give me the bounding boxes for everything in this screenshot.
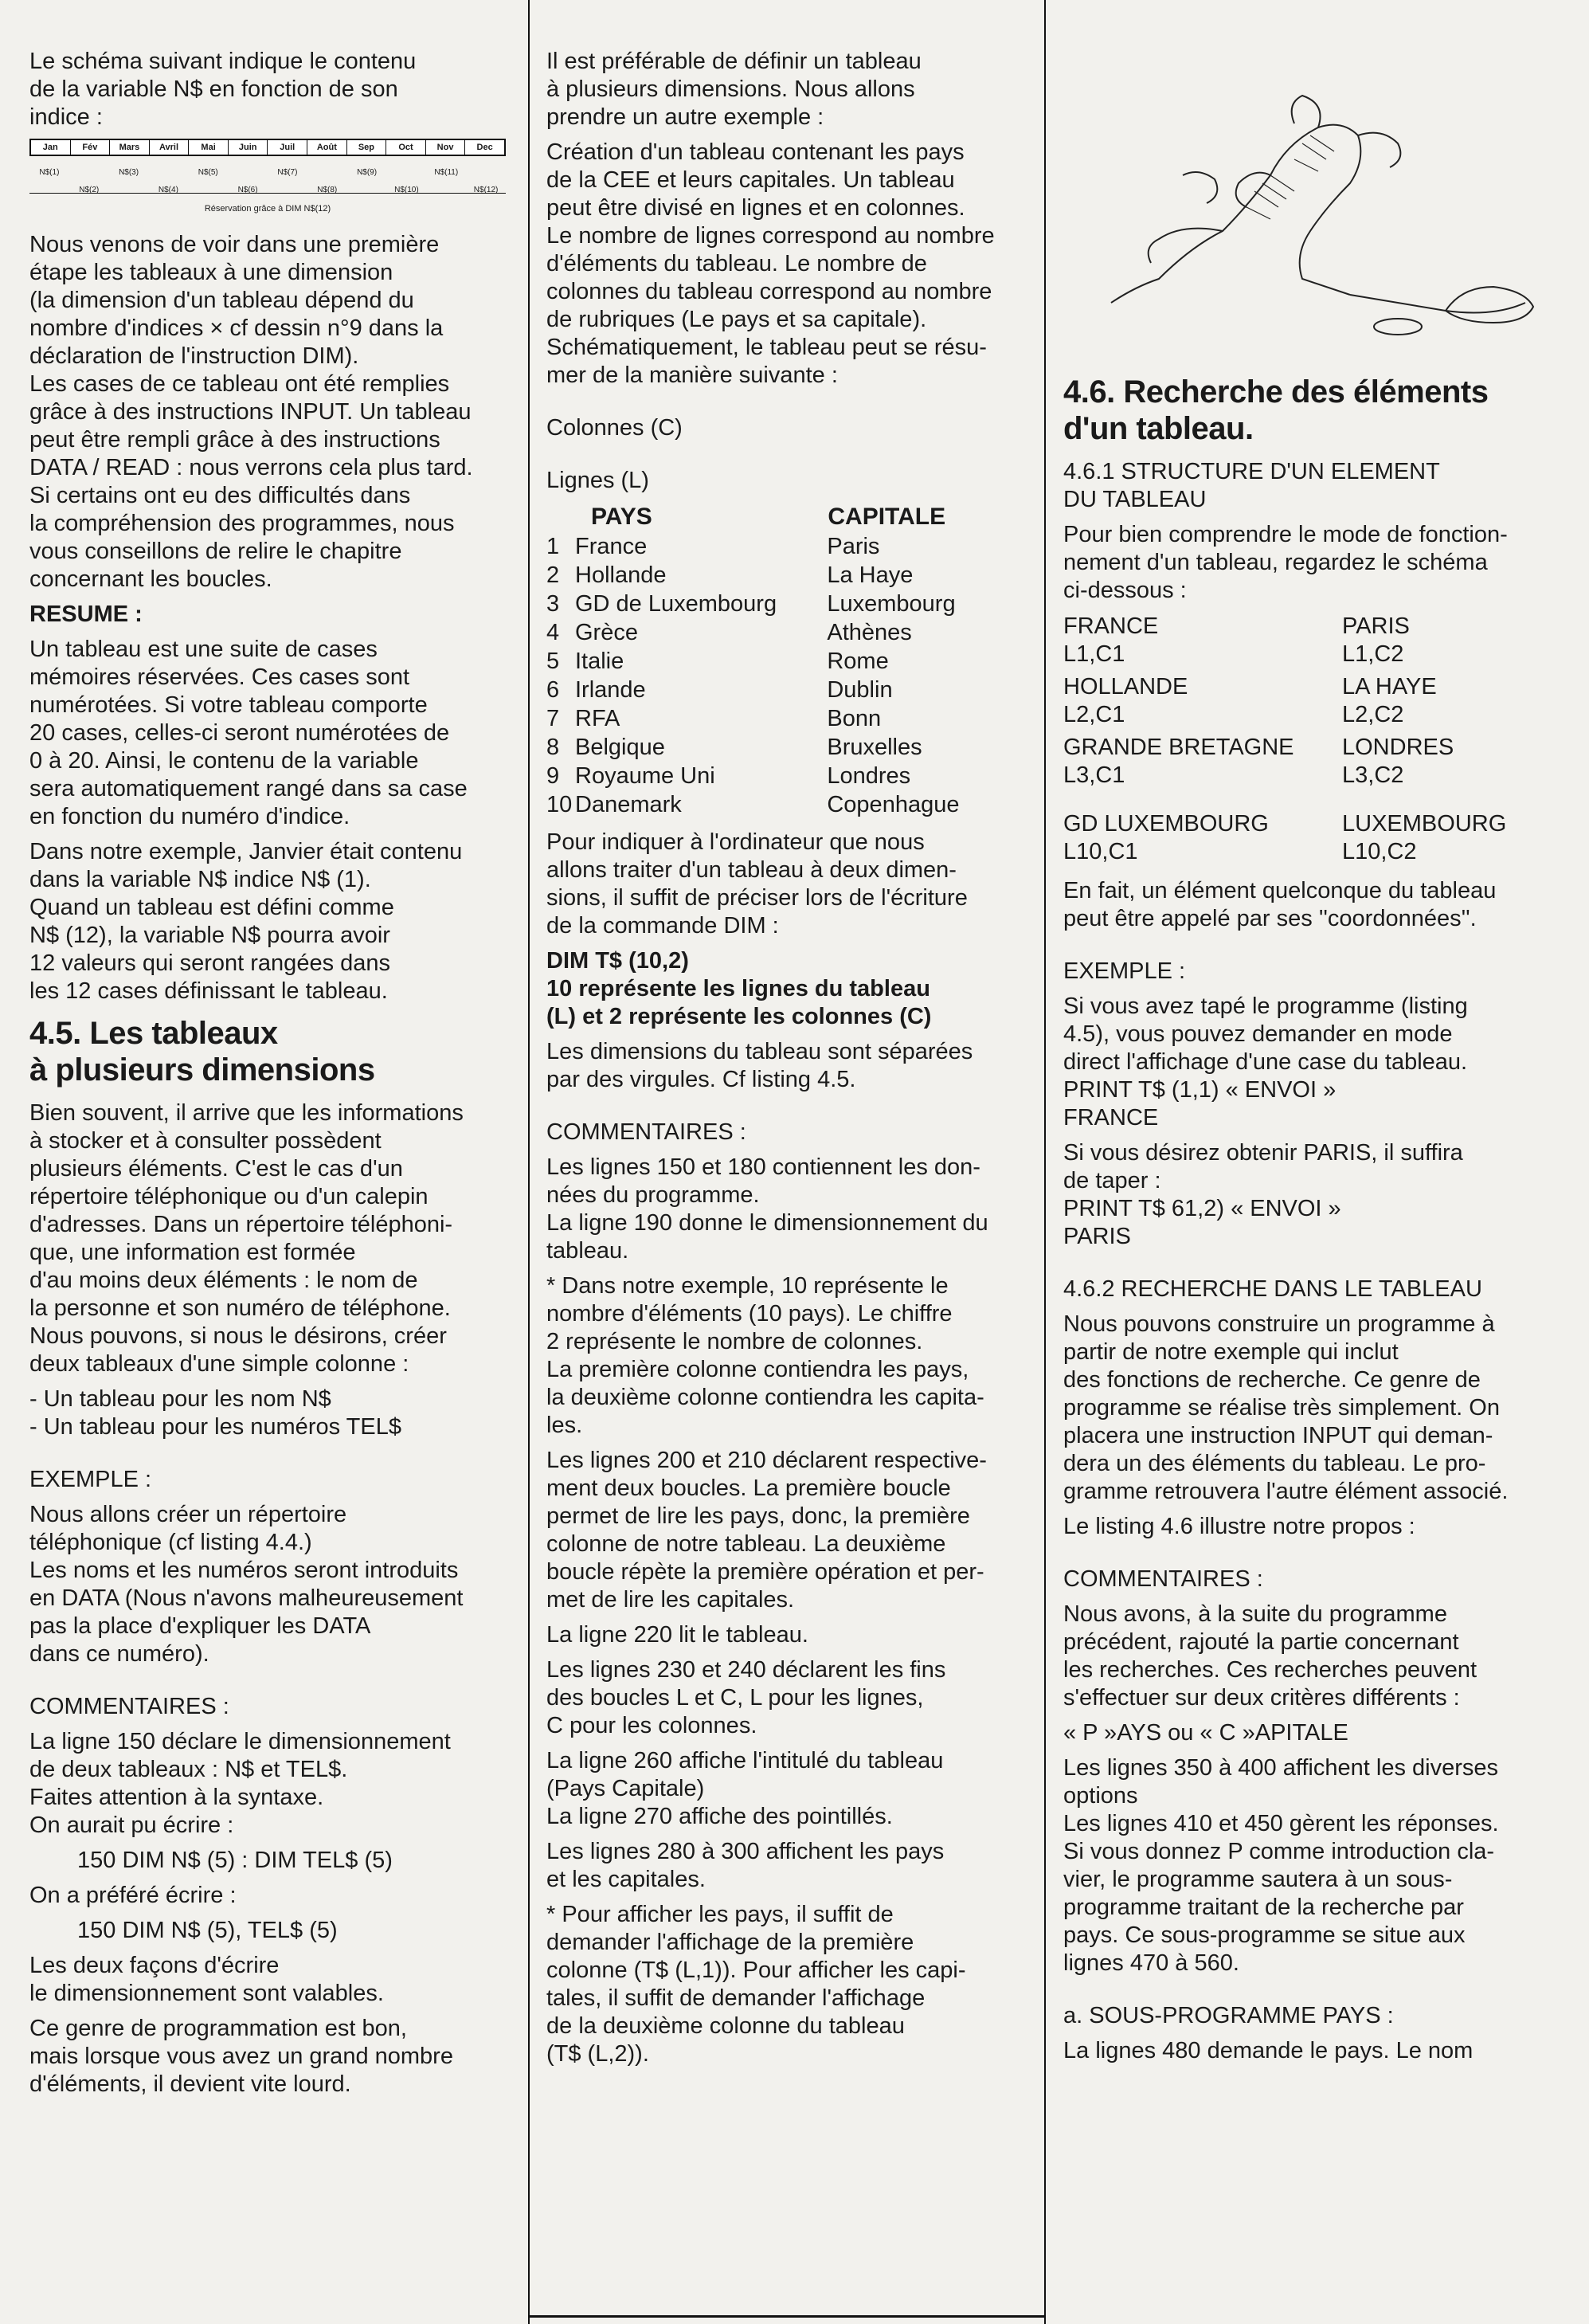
country-cell: France [575,534,648,559]
element-country: GRANDE BRETAGNE L3,C1 [1063,735,1294,788]
exemple-label: EXEMPLE : [1063,958,1186,984]
row-number: 3 [546,591,560,617]
table-row [546,647,992,676]
code-line: 150 DIM N$ (5) : DIM TEL$ (5) [77,1848,393,1873]
row-number: 6 [546,677,560,703]
month-cell: Nov [426,140,466,155]
column-1 [29,48,507,2106]
lignes-label: Lignes (L) [546,468,649,493]
month-cell: Avril [150,140,190,155]
country-cell: Belgique [575,735,665,760]
reservation-caption: Réservation grâce à DIM N$(12) [29,193,506,223]
row-number: 1 [546,534,560,559]
paragraph: Les lignes 350 à 400 affichent les diverses options Les lignes 410 et 450 gèrent les réponses. Si vous donnez P comme introduction cla- vier, le programme sautera à un sous- programme traitant de la recherche par pays. Ce sous-programme se situe aux lignes 470 à 560. [1063,1755,1499,1976]
paragraph: * Pour afficher les pays, il suffit de demander l'affichage de la première colonne (T$ (L,1)). Pour afficher les capi- tales, il suffit de demander l'affichage de la deuxième colonne du tableau (T$ (L,2)). [546,1902,966,2067]
bullet-list: - Un tableau pour les nom N$ - Un tableau pour les numéros TEL$ [29,1386,401,1440]
even-index-row [29,174,506,194]
section-heading-4-6: 4.6. Recherche des éléments d'un tableau. [1063,374,1489,446]
month-row [29,139,506,156]
commentaires-label: COMMENTAIRES : [546,1119,746,1145]
row-number: 10 [546,792,573,817]
table-row [546,676,992,704]
column-divider-right [1044,0,1046,2324]
country-cell: Grèce [575,620,638,645]
capital-cell: La Haye [827,562,914,588]
paragraph: La ligne 260 affiche l'intitulé du tableau (Pays Capitale) La ligne 270 affiche des pointillés. [546,1748,944,1829]
column-bottom-rule [528,2315,1046,2318]
paragraph: La lignes 480 demande le pays. Le nom [1063,2038,1474,2063]
country-cell: RFA [575,706,620,731]
month-cell: Dec [476,143,493,152]
element-capital: PARIS L1,C2 [1342,613,1410,667]
month-cell: Sep [347,140,387,155]
index-label: N$(6) [237,186,258,194]
paragraph: En fait, un élément quelconque du tableau peut être appelé par ses ''coordonnées''. [1063,878,1497,931]
index-label: N$(4) [158,186,178,194]
capital-cell: Paris [827,534,880,559]
paragraph: « P »AYS ou « C »APITALE [1063,1720,1348,1746]
searching-figure-illustration [1063,48,1541,351]
paragraph: Nous pouvons construire un programme à partir de notre exemple qui inclut des fonctions de recherche. Ce genre de programme se réalise très simplement. On placera une instruction INPUT qui deman- dera un des éléments du tableau. Le pro- gramme retrouvera l'autre élément associé. [1063,1311,1509,1504]
paragraph: La ligne 220 lit le tableau. [546,1622,808,1648]
month-cell: Fév [71,140,111,155]
element-country: GD LUXEMBOURG L10,C1 [1063,811,1269,864]
paragraph: Les lignes 200 et 210 déclarent respective- ment deux boucles. La première boucle permet de lire les pays, donc, la première colonne de notre tableau. La deuxième boucle répète la première opération et per- met de lire les capitales. [546,1448,987,1613]
index-label: N$(2) [79,186,100,194]
row-number: 4 [546,620,560,645]
capital-cell: Copenhague [827,792,960,817]
paragraph: Création d'un tableau contenant les pays de la CEE et leurs capitales. Un tableau peut être divisé en lignes et en colonnes. Le nombre de lignes correspond au nombre d'éléments du tableau. Le nombre de colonnes du tableau correspond au nombre de rubriques (Le pays et sa capitale). Schématiquement, le tableau peut se résu- mer de la manière suivante : [546,139,995,388]
odd-index-row [29,156,506,177]
paragraph: Dans notre exemple, Janvier était contenu dans la variable N$ indice N$ (1). Quand un tableau est défini comme N$ (12), la variable N$ pourra avoir 12 valeurs qui seront rangées dans les 12 cases définissant le tableau. [29,839,463,1004]
month-cell: Oct [386,140,426,155]
table-header-pays: PAYS [591,504,652,530]
paragraph: Les lignes 280 à 300 affichent les pays et les capitales. [546,1839,945,1892]
element-capital: LONDRES L3,C2 [1342,735,1454,788]
paragraph: Les lignes 230 et 240 déclarent les fins des boucles L et C, L pour les lignes, C pour les colonnes. [546,1657,946,1738]
section-heading-4-5: 4.5. Les tableaux à plusieurs dimensions [29,1016,375,1088]
month-cell: Mai [189,140,229,155]
row-number: 7 [546,706,560,731]
country-cell: Hollande [575,562,667,588]
intro-paragraph: Le schéma suivant indique le contenu de la variable N$ en fonction de son indice : [29,49,417,130]
table-row [546,704,992,733]
paragraph: Les dimensions du tableau sont séparées par des virgules. Cf listing 4.5. [546,1039,973,1092]
table-row [546,733,992,762]
row-number: 8 [546,735,560,760]
country-cell: Irlande [575,677,646,703]
capital-cell: Londres [827,763,911,789]
table-header-capitale: CAPITALE [828,504,946,530]
index-label: N$(8) [317,186,338,194]
index-label: N$(10) [394,186,419,194]
row-number: 5 [546,649,560,674]
element-capital: LA HAYE L2,C2 [1342,674,1437,727]
element-coordinates-grid [1063,613,1541,866]
resume-title: RESUME : [29,602,143,627]
country-cell: Italie [575,649,624,674]
month-cell: Mars [110,140,150,155]
index-label: N$(12) [473,186,499,194]
paragraph: Pour indiquer à l'ordinateur que nous allons traiter d'un tableau à deux dimen- sions, il suffit de préciser lors de l'écriture de la commande DIM : [546,829,968,939]
column-3 [1063,48,1541,2072]
paragraph: Les deux façons d'écrire le dimensionnement sont valables. [29,1953,384,2006]
paragraph: Nous avons, à la suite du programme précédent, rajouté la partie concernant les recherches. Ces recherches peuvent s'effectuer sur deux critères différents : [1063,1601,1477,1711]
paragraph: Un tableau est une suite de cases mémoires réservées. Ces cases sont numérotées. Si votre tableau comporte 20 cases, celles-ci seront numérotées de 0 à 20. Ainsi, le contenu de la variable sera automatiquement rangé dans sa case en fonction du numéro d'indice. [29,637,468,829]
table-row [546,532,992,561]
index-label: N$(3) [119,168,139,177]
month-cell: Jan [31,140,71,155]
capital-cell: Dublin [827,677,893,703]
table-row [546,561,992,590]
subsection-heading: 4.6.2 RECHERCHE DANS LE TABLEAU [1063,1276,1482,1302]
row-number: 2 [546,562,560,588]
month-cell: Juil [268,140,307,155]
row-number: 9 [546,763,560,789]
paragraph: Ce genre de programmation est bon, mais lorsque vous avez un grand nombre d'éléments, il devient vite lourd. [29,2016,453,2097]
index-label: N$(7) [277,168,298,177]
paragraph: Si vous désirez obtenir PARIS, il suffira de taper : PRINT T$ 61,2) « ENVOI » PARIS [1063,1140,1463,1249]
paragraph: Nous allons créer un répertoire téléphonique (cf listing 4.4.) Les noms et les numéros seront introduits en DATA (Nous n'avons malheureusement pas la place d'expliquer les DATA dans ce numéro). [29,1502,464,1667]
commentaires-label: COMMENTAIRES : [1063,1566,1263,1592]
index-label: N$(9) [357,168,378,177]
month-index-diagram [29,139,506,223]
country-cell: GD de Luxembourg [575,591,777,617]
paragraph: Pour bien comprendre le mode de fonction- nement d'un tableau, regardez le schéma ci-dessous : [1063,522,1508,603]
month-cell: Août [307,140,347,155]
paragraph: Il est préférable de définir un tableau à plusieurs dimensions. Nous allons prendre un autre exemple : [546,49,922,130]
paragraph: Le listing 4.6 illustre notre propos : [1063,1514,1415,1539]
capital-cell: Athènes [827,620,912,645]
capital-cell: Rome [827,649,889,674]
code-line: 150 DIM N$ (5), TEL$ (5) [77,1918,338,1943]
colonnes-label: Colonnes (C) [546,415,683,441]
paragraph: On a préféré écrire : [29,1883,237,1908]
capital-cell: Bruxelles [827,735,922,760]
capital-cell: Bonn [827,706,882,731]
paragraph: Si vous avez tapé le programme (listing 4.5), vous pouvez demander en mode direct l'affichage d'une case du tableau. PRINT T$ (1,1) « ENVOI » FRANCE [1063,993,1468,1131]
month-cell: Juin [229,140,268,155]
table-row [546,762,992,790]
exemple-label: EXEMPLE : [29,1467,152,1492]
element-country: HOLLANDE L2,C1 [1063,674,1188,727]
paragraph: * Dans notre exemple, 10 représente le nombre d'éléments (10 pays). Le chiffre 2 représente le nombre de colonnes. La première colonne contiendra les pays, la deuxième colonne contiendra les capita- les. [546,1273,984,1438]
element-capital: LUXEMBOURG L10,C2 [1342,811,1507,864]
commentaires-label: COMMENTAIRES : [29,1694,229,1719]
countries-table [546,502,992,819]
table-row [546,590,992,618]
subsection-heading: 4.6.1 STRUCTURE D'UN ELEMENT DU TABLEAU [1063,459,1440,512]
subsection-label: a. SOUS-PROGRAMME PAYS : [1063,2003,1394,2028]
element-country: FRANCE L1,C1 [1063,613,1159,667]
country-cell: Danemark [575,792,682,817]
column-divider-left [528,0,530,2324]
country-cell: Royaume Uni [575,763,715,789]
table-row [546,790,992,819]
paragraph: Nous venons de voir dans une première étape les tableaux à une dimension (la dimension d'un tableau dépend du nombre d'indices × cf dessin n°9 dans la déclaration de l'instruction DIM). Les cases de ce tableau ont été remplies grâce à des instructions INPUT. Un tableau peut être rempli grâce à des instructions DATA / READ : nous verrons cela plus tard. Si certains ont eu des difficultés dans la compréhension des programmes, nous vous conseillons de relire le chapitre concernant les boucles. [29,232,473,592]
table-row [546,618,992,647]
paragraph: Bien souvent, il arrive que les informations à stocker et à consulter possèdent plusieurs éléments. C'est le cas d'un répertoire téléphonique ou d'un calepin d'adresses. Dans un répertoire téléphoni- que, une information est formée d'au moins deux éléments : le nom de la personne et son numéro de téléphone. Nous pouvons, si nous le désirons, créer deux tableaux d'une simple colonne : [29,1100,464,1377]
column-2 [546,48,1024,2075]
dim-statement: DIM T$ (10,2) 10 représente les lignes du tableau (L) et 2 représente les colonnes (C) [546,948,932,1029]
paragraph: Les lignes 150 et 180 contiennent les don- nées du programme. La ligne 190 donne le dimensionnement du tableau. [546,1154,988,1264]
index-label: N$(5) [198,168,218,177]
index-label: N$(1) [39,168,60,177]
capital-cell: Luxembourg [827,591,956,617]
index-label: N$(11) [434,168,459,177]
paragraph: La ligne 150 déclare le dimensionnement de deux tableaux : N$ et TEL$. Faites attention à la syntaxe. On aurait pu écrire : [29,1729,451,1838]
